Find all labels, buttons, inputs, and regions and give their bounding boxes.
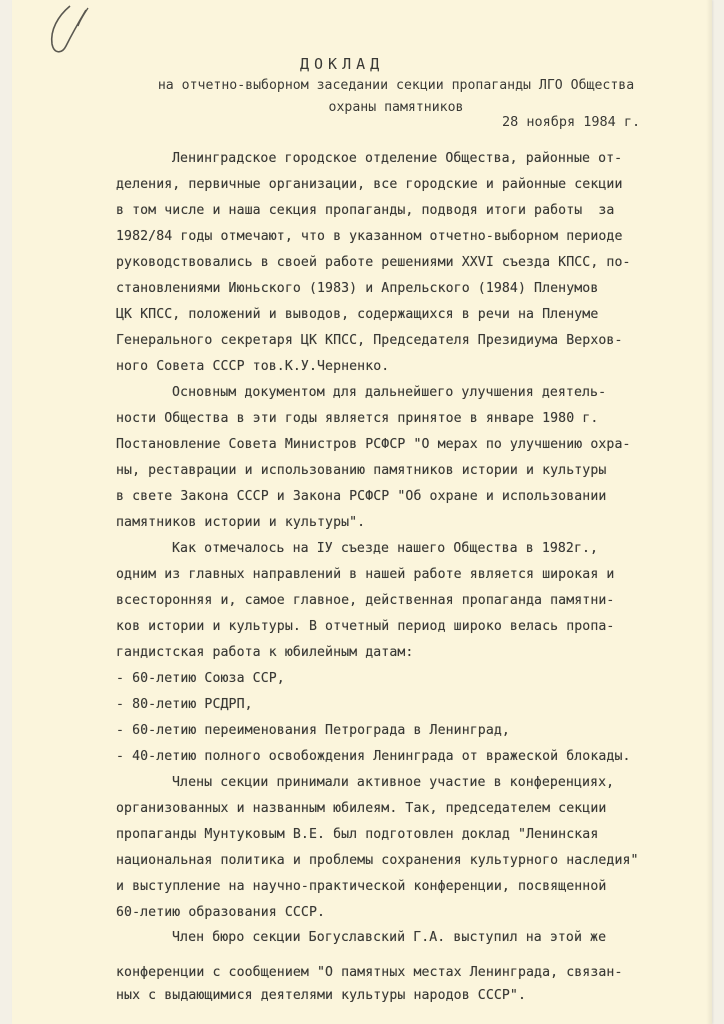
- text-line: Постановление Совета Министров РСФСР "О мерах по улучшению охра-: [116, 437, 631, 452]
- list-item: - 60-летию переименования Петрограда в Ленинград,: [116, 723, 510, 738]
- text-line: Ленинградское городское отделение Общества, районные от-: [172, 151, 623, 166]
- list-item: - 80-летию РСДРП,: [116, 697, 253, 712]
- text-line: конференции с сообщением "О памятных местах Ленинграда, связан-: [116, 965, 623, 980]
- subtitle-line-1: на отчетно-выборном заседании секции пропаганды ЛГО Общества: [157, 78, 635, 93]
- document-page: [12, 0, 712, 1024]
- text-line: гандистская работа к юбилейным датам:: [116, 645, 414, 660]
- text-line: ных с выдающимися деятелями культуры народов СССР".: [116, 988, 527, 1003]
- page-edge-shadow: [706, 0, 712, 1024]
- text-line: памятников истории и культуры".: [116, 515, 366, 530]
- text-line: Члены секции принимали активное участие в конференциях,: [172, 775, 615, 790]
- paragraph-1: [116, 146, 631, 380]
- text-line: деления, первичные организации, все городские и районные секции: [116, 177, 623, 192]
- subtitle-line-2: охраны памятников: [328, 100, 464, 115]
- document-title: ДОКЛАД: [300, 55, 385, 73]
- text-line: пропаганды Мунтуковым В.Е. был подготовлен доклад "Ленинская: [116, 827, 599, 842]
- text-line: 60-летию образования СССР.: [116, 905, 326, 920]
- paragraph-4: [116, 770, 639, 926]
- text-line: ЦК КПСС, положений и выводов, содержащихся в речи на Пленуме: [116, 307, 599, 322]
- text-line: ного Совета СССР тов.К.У.Черненко.: [116, 359, 390, 374]
- text-line: в том числе и наша секция пропаганды, подводя итоги работы за: [116, 203, 615, 218]
- text-line: одним из главных направлений в нашей работе является широкая и: [116, 567, 615, 582]
- jubilee-list: [116, 666, 631, 770]
- text-line: всесторонняя и, самое главное, действенная пропаганда памятни-: [116, 593, 615, 608]
- text-line: 1982/84 годы отмечают, что в указанном отчетно-выборном периоде: [116, 229, 623, 244]
- text-line: ности Общества в эти годы является принятое в январе 1980 г.: [116, 411, 599, 426]
- text-line: национальная политика и проблемы сохранения культурного наследия": [116, 853, 639, 868]
- text-line: Член бюро секции Богуславский Г.А. выступил на этой же: [172, 930, 607, 945]
- text-line: организованных и названным юбилеям. Так, председателем секции: [116, 801, 607, 816]
- text-line: в свете Закона СССР и Закона РСФСР "Об охране и использовании: [116, 489, 607, 504]
- paragraph-5: [116, 926, 623, 1003]
- text-line: становлениями Июньского (1983) и Апрельского (1984) Пленумов: [116, 281, 599, 296]
- paperclip-mark-icon: [36, 2, 106, 62]
- list-item: - 60-летию Союза ССР,: [116, 671, 285, 686]
- text-line: Основным документом для дальнейшего улучшения деятель-: [172, 385, 607, 400]
- list-item: - 40-летию полного освобождения Ленинграда от вражеской блокады.: [116, 749, 631, 764]
- document-subtitle: [116, 75, 676, 119]
- text-line: ны, реставрации и использованию памятников истории и культуры: [116, 463, 607, 478]
- text-line: ков истории и культуры. В отчетный период широко велась пропа-: [116, 619, 615, 634]
- text-line: руководствовались в своей работе решениями XXVI съезда КПСС, по-: [116, 255, 631, 270]
- paragraph-3: [116, 536, 614, 666]
- text-line: Генерального секретаря ЦК КПСС, Председателя Президиума Верхов-: [116, 333, 623, 348]
- document-date: 28 ноября 1984 г.: [502, 114, 641, 130]
- paragraph-2: [116, 380, 631, 536]
- text-line: и выступление на научно-практической конференции, посвященной: [116, 879, 607, 894]
- text-line: Как отмечалось на IУ съезде нашего Общества в 1982г.,: [172, 541, 599, 556]
